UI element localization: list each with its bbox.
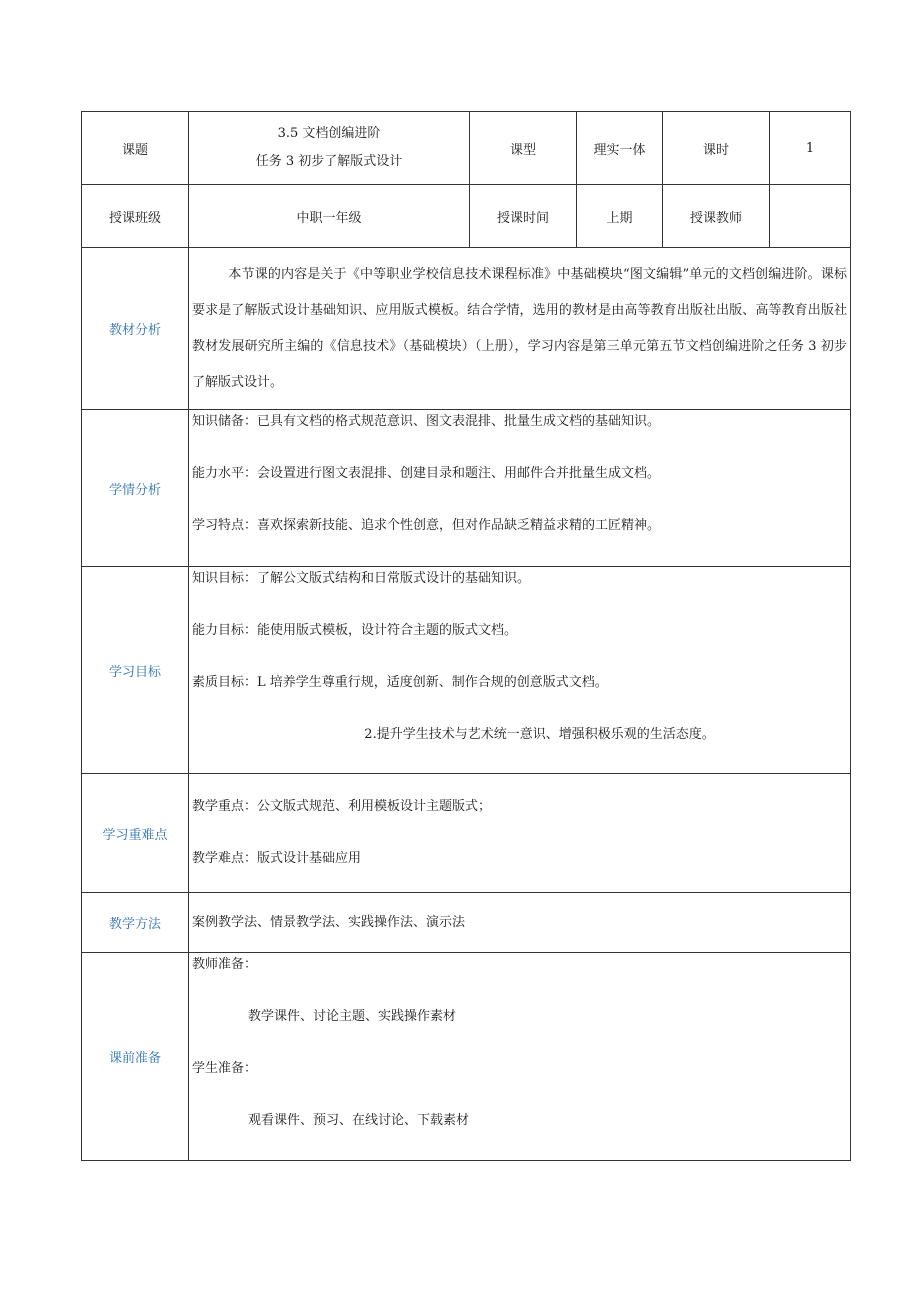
teaching-focus: 教学重点：公文版式规范、利用模板设计主题版式； (192, 799, 492, 814)
topic-line-1: 3.5 文档创编进阶 (277, 126, 381, 141)
time-label: 授课时间 (470, 185, 577, 248)
textbook-label: 教材分析 (82, 248, 189, 410)
lesson-plan-table (81, 111, 851, 1161)
students-content (189, 410, 851, 567)
hours-value: 1 (770, 112, 851, 185)
objectives-label: 学习目标 (82, 567, 189, 774)
teacher-prep-items: 教学课件、讨论主题、实践操作素材 (248, 1009, 457, 1024)
teaching-difficulty: 教学难点：版式设计基础应用 (192, 851, 362, 866)
row-key-points (82, 774, 851, 893)
objectives-content (189, 567, 851, 774)
methods-text: 案例教学法、情景教学法、实践操作法、演示法 (192, 914, 466, 930)
preparation-content (189, 953, 851, 1161)
preparation-label: 课前准备 (82, 953, 189, 1161)
class-value: 中职一年级 (189, 185, 470, 248)
teacher-value (770, 185, 851, 248)
row-topic (82, 112, 851, 185)
row-class (82, 185, 851, 248)
student-prep-items: 观看课件、预习、在线讨论、下载素材 (248, 1113, 470, 1128)
topic-value (189, 112, 470, 185)
students-label: 学情分析 (82, 410, 189, 567)
objective-quality-1: 素质目标：L 培养学生尊重行规，适度创新、制作合规的创意版式文档。 (192, 675, 608, 690)
objective-ability: 能力目标：能使用版式模板，设计符合主题的版式文档。 (192, 623, 518, 638)
type-value: 理实一体 (577, 112, 663, 185)
students-traits: 学习特点：喜欢探索新技能、追求个性创意，但对作品缺乏精益求精的工匠精神。 (192, 518, 661, 533)
student-prep-heading: 学生准备： (192, 1061, 258, 1076)
objective-knowledge: 知识目标：了解公文版式结构和日常版式设计的基础知识。 (192, 571, 531, 586)
teacher-label: 授课教师 (663, 185, 770, 248)
key-points-content (189, 774, 851, 893)
row-methods (82, 893, 851, 953)
class-label: 授课班级 (82, 185, 189, 248)
hours-label: 课时 (663, 112, 770, 185)
time-value: 上期 (577, 185, 663, 248)
topic-line-2: 任务 3 初步了解版式设计 (255, 154, 403, 169)
students-knowledge: 知识储备：已具有文档的格式规范意识、图文表混排、批量生成文档的基础知识。 (192, 414, 661, 429)
row-textbook (82, 248, 851, 410)
objective-quality-2: 2.提升学生技术与艺术统一意识、增强积极乐观的生活态度。 (364, 727, 715, 742)
topic-label: 课题 (82, 112, 189, 185)
students-ability: 能力水平：会设置进行图文表混排、创建目录和题注、用邮件合并批量生成文档。 (192, 466, 661, 481)
methods-label: 教学方法 (82, 893, 189, 953)
type-label: 课型 (470, 112, 577, 185)
row-students (82, 410, 851, 567)
textbook-content (189, 248, 851, 410)
textbook-text: 本节课的内容是关于《中等职业学校信息技术课程标准》中基础模块“图文编辑”单元的文档创编进阶。课标要求是了解版式设计基础知识、应用版式模板。结合学情，选用的教材是由高等教育出版社出版、高等教育出版社教材发展研究所主编的《信息技术》（基础模块）（上册），学习内容是第三单元第五节文档创编进阶之任务 3 初步了解版式设计。 (192, 266, 847, 390)
teacher-prep-heading: 教师准备： (192, 957, 258, 972)
methods-content (189, 893, 851, 953)
row-objectives (82, 567, 851, 774)
row-preparation (82, 953, 851, 1161)
key-points-label: 学习重难点 (82, 774, 189, 893)
